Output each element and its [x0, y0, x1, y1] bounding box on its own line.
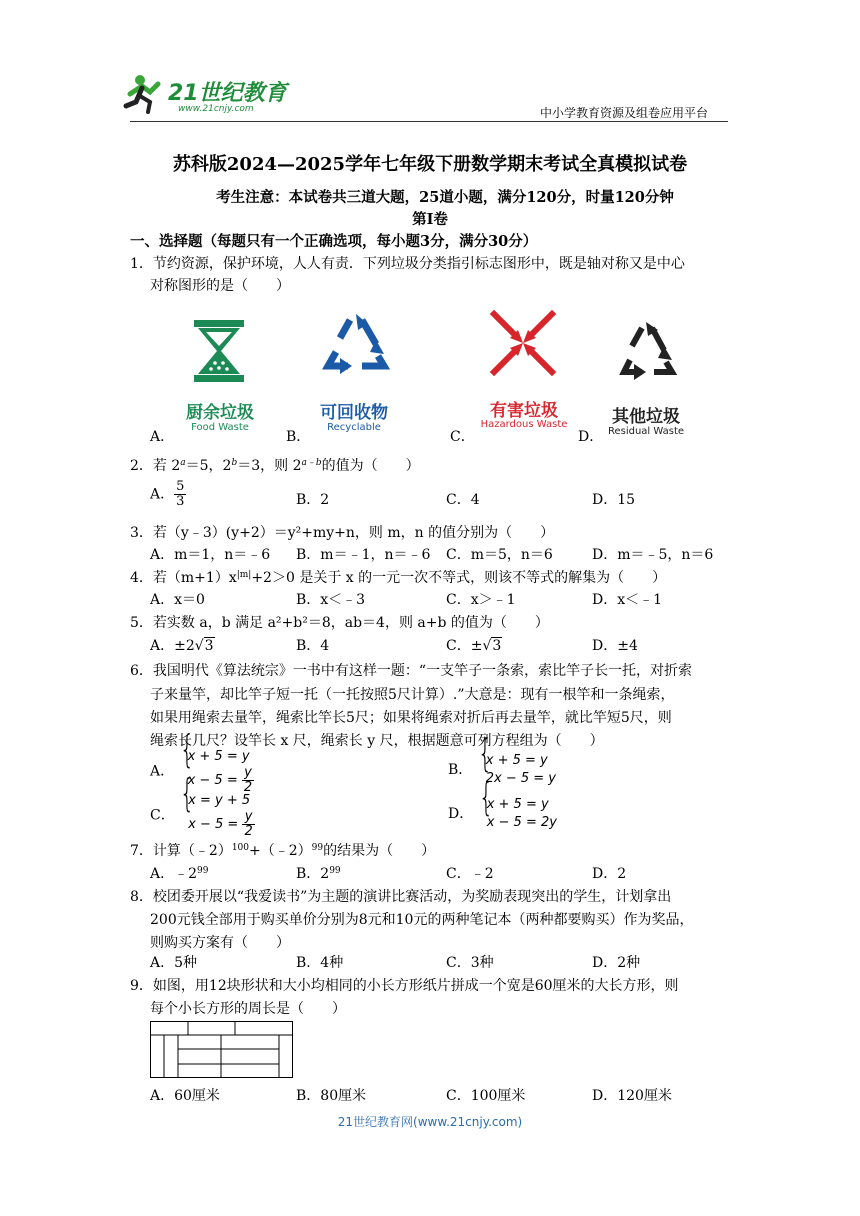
q7-option-a: A．$﹣2^{99}$ — [150, 866, 209, 882]
q9-option-c: C．100厘米 — [446, 1088, 526, 1104]
q2-option-d: D．15 — [592, 492, 636, 508]
sign-a-cn: 厨余垃圾 — [186, 403, 254, 423]
logo-url: www.21cnjy.com — [178, 104, 254, 114]
sign-d-cn: 其他垃圾 — [612, 407, 680, 427]
q2-option-c: C．4 — [446, 492, 480, 508]
q5-option-c: C．±√3 — [446, 638, 502, 654]
q8-option-b: B．4种 — [296, 955, 344, 971]
sign-d-en: Residual Waste — [607, 426, 685, 437]
q1-option-d: D． — [578, 429, 604, 445]
q4-option-d: D．x＜﹣1 — [592, 592, 663, 608]
q1-option-c: C． — [450, 429, 475, 445]
q6-stem-3: 如果用绳索去量竿，绳索比竿长5尺；如果将绳索对折后再去量竿，就比竿短5尺，则 — [150, 710, 672, 726]
q7-option-c: C．﹣2 — [446, 866, 494, 882]
q5-stem: 5．若实数 a，b 满足 a²+b²＝8，ab＝4，则 a+b 的值为（ ） — [130, 615, 549, 631]
q8-option-a: A．5种 — [150, 955, 198, 971]
sign-c-en: Hazardous Waste — [480, 419, 568, 430]
q6-option-b: B． { x + 5 = y 2x − 5 = y — [448, 752, 556, 788]
q7-stem: 7．计算（﹣2）$^{100}$+（﹣2）$^{99}$的结果为（ ） — [130, 843, 436, 859]
q8-option-c: C．3种 — [446, 955, 494, 971]
exam-notice: 考生注意：本试卷共三道大题，25道小题，满分120分，时量120分钟 — [216, 189, 674, 206]
q7-option-b: B．$2^{99}$ — [296, 866, 341, 882]
q9-option-a: A．60厘米 — [150, 1088, 220, 1104]
q2-option-b: B．2 — [296, 492, 330, 508]
q3-option-d: D．m＝﹣5，n＝6 — [592, 547, 714, 563]
q4-stem: 4．若$(m+1)x^{|m|}+2>0$ 是关于 x 的一元一次不等式，则该不等式的解集为（ ） — [130, 570, 667, 586]
q9-stem-1: 9．如图，用12块形状和大小均相同的小长方形纸片拼成一个宽是60厘米的大长方形，则 — [130, 978, 679, 994]
q4-option-a: A．x＝0 — [150, 592, 205, 608]
q9-stem-2: 每个小长方形的周长是（ ） — [150, 1001, 346, 1017]
hazardous-icon — [488, 308, 558, 378]
q4-option-b: B．x＜﹣3 — [296, 592, 366, 608]
q5-option-b: B．4 — [296, 638, 330, 654]
q8-stem-3: 则购买方案有（ ） — [150, 935, 290, 951]
q6-stem-1: 6．我国明代《算法统宗》一书中有这样一题：“一支竿子一条索，索比竿子长一托，对折索 — [130, 663, 693, 679]
q3-stem: 3．若（y﹣3）(y+2）＝y²+my+n，则 m，n 的值分别为（ ） — [130, 525, 555, 541]
q5-option-d: D．±4 — [592, 638, 638, 654]
q1-option-b: B． — [286, 429, 311, 445]
sign-a-en: Food Waste — [191, 422, 249, 433]
q6-option-a: A． { x + 5 = y x − 5 = $\frac{y}{2}$ — [150, 748, 254, 795]
q9-option-d: D．120厘米 — [592, 1088, 672, 1104]
sign-b-en: Recyclable — [327, 422, 381, 433]
q7-option-d: D．2 — [592, 866, 627, 882]
q1-stem-2: 对称图形的是（ ） — [150, 278, 290, 294]
q3-option-a: A．m＝1，n＝﹣6 — [150, 547, 271, 563]
sign-b-cn: 可回收物 — [320, 403, 388, 423]
q4-option-c: C．x＞﹣1 — [446, 592, 516, 608]
q9-rectangle-figure — [150, 1021, 294, 1079]
q8-option-d: D．2种 — [592, 955, 641, 971]
platform-name: 中小学教育资源及组卷应用平台 — [540, 106, 709, 120]
logo-text: 21世纪教育 — [168, 81, 287, 106]
q2-option-a: A． $\frac{5}{3}$ — [150, 479, 185, 509]
sign-c-cn: 有害垃圾 — [490, 401, 558, 421]
q6-option-c: C． { x = y + 5 x − 5 = $\frac{y}{2}$ — [150, 792, 255, 839]
q1-stem-1: 1．节约资源，保护环境，人人有责．下列垃圾分类指引标志图形中，既是轴对称又是中心 — [130, 256, 685, 272]
q9-option-b: B．80厘米 — [296, 1088, 367, 1104]
q8-stem-2: 200元钱全部用于购买单价分别为8元和10元的两种笔记本（两种都要购买）作为奖品， — [150, 912, 694, 928]
recycle-icon — [318, 312, 394, 378]
q2-stem: 2．若 $2^a=5$，$2^b=3$，则 $2^{a﹣b}$的值为（ ） — [130, 458, 420, 474]
volume-label: 第Ⅰ卷 — [412, 211, 448, 228]
footer-link[interactable]: 21世纪教育网(www.21cnjy.com) — [337, 1115, 523, 1129]
q6-option-d: D． { x + 5 = y x − 5 = 2y — [448, 796, 557, 832]
food-waste-icon — [188, 318, 250, 384]
q3-option-b: B．m＝﹣1，n＝﹣6 — [296, 547, 431, 563]
section-heading: 一、选择题（每题只有一个正确选项，每小题3分，满分30分） — [130, 233, 538, 250]
q3-option-c: C．m＝5，n＝6 — [446, 547, 553, 563]
q8-stem-1: 8．校团委开展以“我爱读书”为主题的演讲比赛活动，为奖励表现突出的学生，计划拿出 — [130, 889, 672, 905]
q5-option-a: A．±2√3 — [150, 638, 214, 654]
header-rule — [130, 121, 728, 122]
q6-stem-4: 绳索长几尺？设竿长 x 尺，绳索长 y 尺，根据题意可列方程组为（ ） — [150, 733, 604, 749]
residual-waste-icon — [616, 318, 678, 384]
q1-option-a: A． — [150, 429, 175, 445]
q6-stem-2: 子来量竿，却比竿子短一托（一托按照5尺计算）.”大意是：现有一根竿和一条绳索， — [150, 687, 675, 703]
exam-title: 苏科版2024—2025学年七年级下册数学期末考试全真模拟试卷 — [172, 154, 688, 175]
